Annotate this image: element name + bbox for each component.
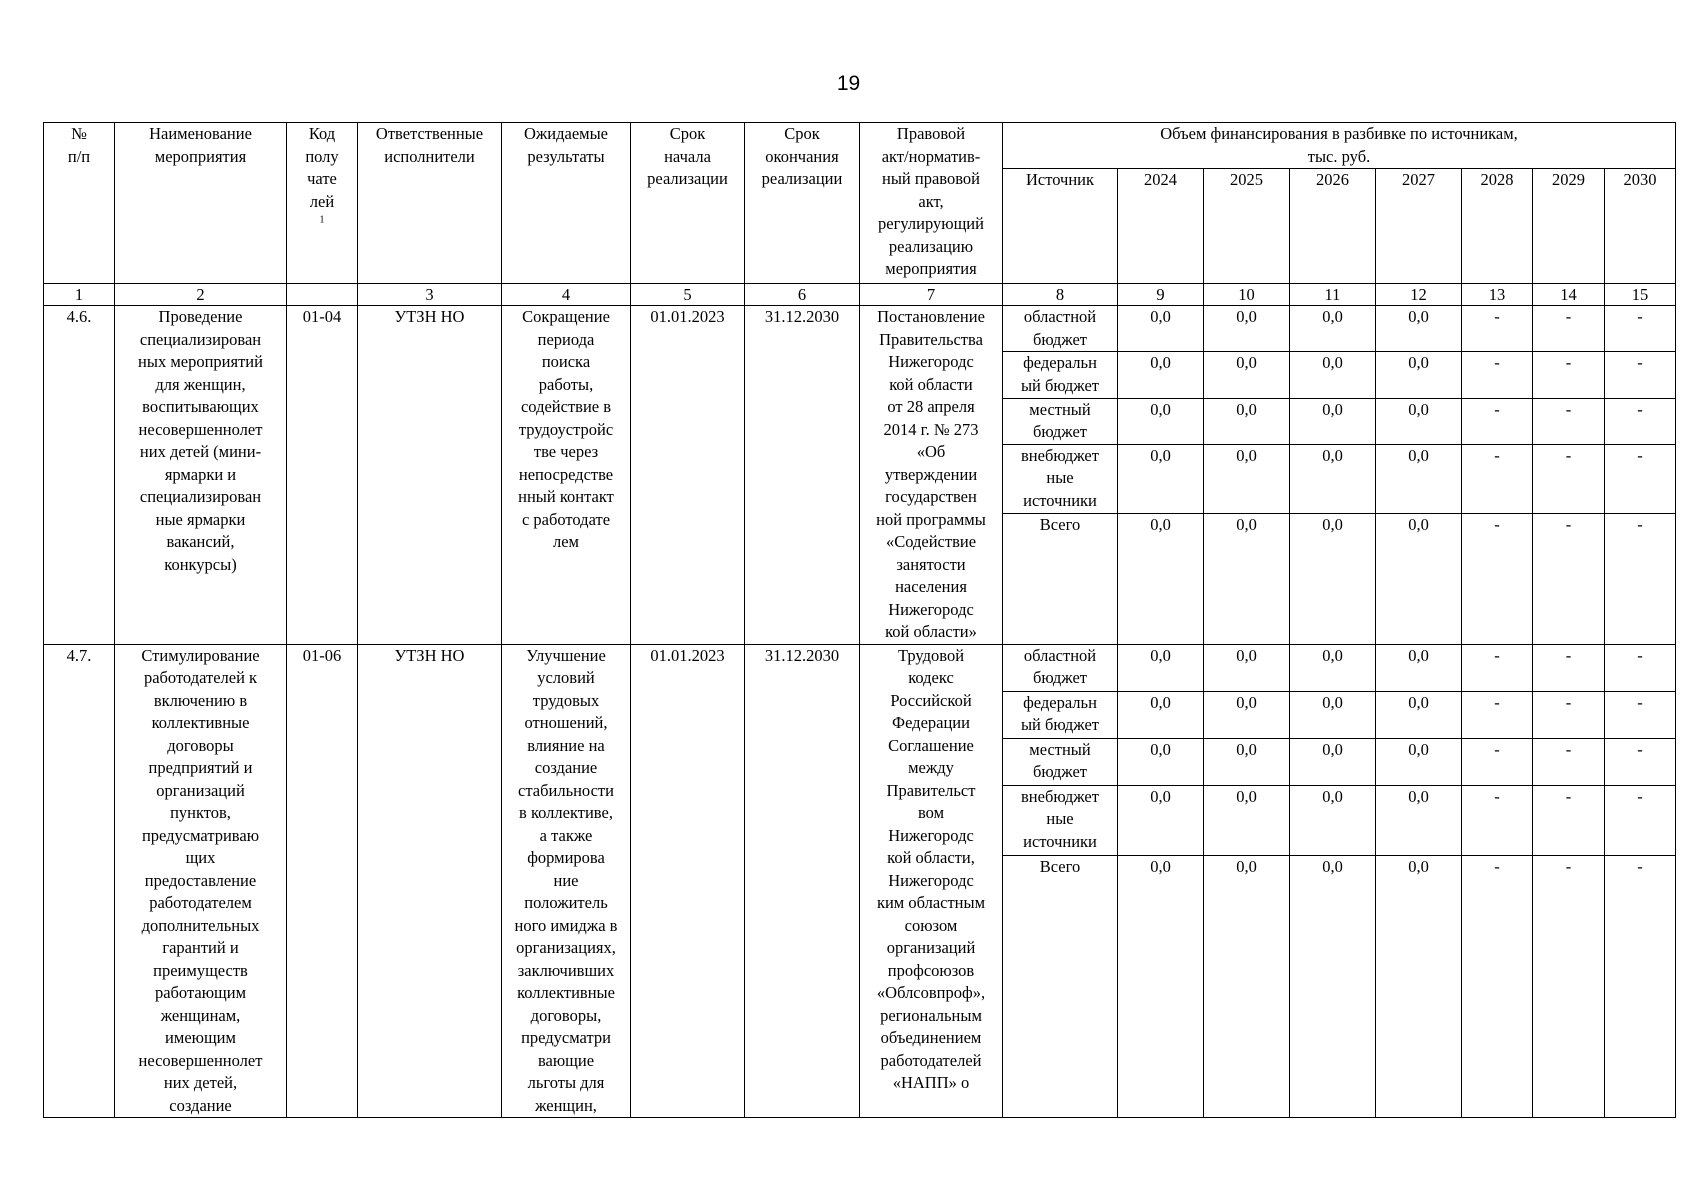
text-line: поиска xyxy=(541,352,591,371)
text-line: занятости xyxy=(896,554,966,574)
text-line: тве через xyxy=(533,442,599,461)
column-number: 12 xyxy=(1376,284,1462,306)
column-number: 7 xyxy=(860,284,1003,306)
text-line: организаций xyxy=(156,780,245,800)
funding-value: 0,0 xyxy=(1204,855,1290,1117)
funding-value: 0,0 xyxy=(1290,352,1376,398)
text-line: внебюджет xyxy=(1021,445,1099,465)
text-line: реализации xyxy=(761,169,843,188)
text-line: с работодате xyxy=(521,509,611,529)
funding-value: 0,0 xyxy=(1376,444,1462,513)
text-line: Трудовой xyxy=(897,645,965,665)
funding-value: 0,0 xyxy=(1118,444,1204,513)
item-number: 4.6. xyxy=(44,306,115,645)
text-line: кой области» xyxy=(885,622,977,641)
column-number: 4 xyxy=(502,284,631,306)
text-line: ярмарки и xyxy=(164,464,237,484)
text-line: организаций xyxy=(886,938,976,957)
funding-source xyxy=(1003,398,1118,444)
text-line: женщин, xyxy=(535,1095,597,1115)
text-line: льготы для xyxy=(527,1073,605,1092)
text-line: непосредстве xyxy=(518,464,614,484)
funding-source xyxy=(1003,513,1118,644)
text-line: Соглашение xyxy=(888,735,974,755)
funding-value: - xyxy=(1605,398,1676,444)
text-line: договоры, xyxy=(530,1005,602,1025)
column-number: 6 xyxy=(745,284,860,306)
funding-value: 0,0 xyxy=(1118,738,1204,785)
text-line: а также xyxy=(539,825,593,845)
column-number: 11 xyxy=(1290,284,1376,306)
funding-value: 0,0 xyxy=(1290,513,1376,644)
text-line: Проведение xyxy=(158,307,243,326)
text-line: Всего xyxy=(1039,856,1081,876)
text-line: дополнительных xyxy=(141,915,260,935)
text-line: трудоустройс xyxy=(518,419,614,439)
funding-value: - xyxy=(1533,644,1605,691)
header-source: Источник xyxy=(1003,169,1118,284)
text-line: бюджет xyxy=(1033,329,1087,349)
text-line: них детей, xyxy=(163,1073,238,1092)
text-line: Нижегородс xyxy=(888,599,974,619)
text-line: Нижегородс xyxy=(888,352,974,371)
funding-value: - xyxy=(1533,444,1605,513)
funding-value: - xyxy=(1533,513,1605,644)
funding-value: 0,0 xyxy=(1290,738,1376,785)
text-line: окончания xyxy=(765,146,839,166)
column-number: 15 xyxy=(1605,284,1676,306)
text-line: Нижегородс xyxy=(888,825,974,845)
text-line: ние xyxy=(553,870,579,890)
program-table xyxy=(43,122,1676,1118)
funding-value: - xyxy=(1533,855,1605,1117)
funding-value: 0,0 xyxy=(1290,691,1376,738)
funding-value: 0,0 xyxy=(1204,644,1290,691)
funding-value: 0,0 xyxy=(1290,644,1376,691)
text-line: ных мероприятий xyxy=(138,352,263,371)
text-line: пунктов, xyxy=(170,803,231,822)
funding-source xyxy=(1003,738,1118,785)
text-line: исполнители xyxy=(384,146,475,166)
header-year: 2030 xyxy=(1605,169,1676,284)
column-number: 9 xyxy=(1118,284,1204,306)
text-line: создание xyxy=(534,758,598,777)
text-line: создание xyxy=(169,1095,232,1115)
funding-source xyxy=(1003,306,1118,352)
text-line: специализирован xyxy=(139,487,262,506)
funding-value: 0,0 xyxy=(1118,855,1204,1117)
text-line: профсоюзов xyxy=(887,960,975,980)
text-line: ый бюджет xyxy=(1020,375,1100,395)
text-line: кой области xyxy=(889,374,973,394)
text-line: ый бюджет xyxy=(1020,715,1100,735)
funding-value: - xyxy=(1462,855,1533,1117)
text-line: конкурсы) xyxy=(164,554,237,574)
funding-value: 0,0 xyxy=(1118,398,1204,444)
text-line: 2014 г. № 273 xyxy=(883,419,979,439)
text-line: ного имиджа в xyxy=(514,915,618,935)
header-year: 2027 xyxy=(1376,169,1462,284)
item-end-date: 31.12.2030 xyxy=(745,306,860,645)
text-line: предоставление xyxy=(144,870,257,890)
funding-value: 0,0 xyxy=(1290,306,1376,352)
text-line: акт/норматив- xyxy=(881,146,981,166)
text-line: федеральн xyxy=(1023,692,1097,712)
funding-value: 0,0 xyxy=(1290,785,1376,855)
text-line: стабильности xyxy=(518,780,614,800)
text-line: положитель xyxy=(524,893,608,912)
text-line: «НАПП» о xyxy=(892,1073,970,1092)
funding-source xyxy=(1003,855,1118,1117)
text-line: воспитывающих xyxy=(142,397,259,416)
funding-value: - xyxy=(1462,644,1533,691)
funding-value: 0,0 xyxy=(1118,352,1204,398)
item-responsible: УТЗН НО xyxy=(358,644,502,1118)
funding-value: - xyxy=(1605,738,1676,785)
item-expected xyxy=(502,644,631,1118)
text-line: ные xyxy=(1046,468,1074,488)
funding-value: - xyxy=(1462,352,1533,398)
header-funding xyxy=(1003,123,1676,169)
text-line: регулирующий xyxy=(878,214,984,233)
funding-value: 0,0 xyxy=(1204,691,1290,738)
item-expected xyxy=(502,306,631,645)
text-line: Нижегородс xyxy=(888,870,974,890)
column-number: 13 xyxy=(1462,284,1533,306)
text-line: «Содействие xyxy=(885,532,977,551)
text-line: вающие xyxy=(537,1050,595,1070)
funding-value: 0,0 xyxy=(1376,855,1462,1117)
text-line: работодателей xyxy=(880,1050,982,1070)
text-line: несовершеннолет xyxy=(138,1050,263,1070)
funding-value: 0,0 xyxy=(1204,306,1290,352)
item-name xyxy=(115,306,287,645)
text-line: коллективные xyxy=(151,713,250,732)
text-line: утверждении xyxy=(884,464,978,484)
text-line: работодателем xyxy=(149,893,252,912)
funding-value: - xyxy=(1462,398,1533,444)
text-line: гарантий и xyxy=(162,938,239,957)
text-line: источники xyxy=(1023,831,1097,851)
funding-value: 0,0 xyxy=(1376,306,1462,352)
funding-value: - xyxy=(1462,306,1533,352)
header-year: 2024 xyxy=(1118,169,1204,284)
header-year: 2025 xyxy=(1204,169,1290,284)
text-line: Объем финансирования в разбивке по источникам, xyxy=(1160,124,1518,143)
column-number: 10 xyxy=(1204,284,1290,306)
header-code-footnote: 1 xyxy=(319,214,325,226)
text-line: отношений, xyxy=(524,713,608,732)
text-line: внебюджет xyxy=(1021,786,1099,806)
text-line: нный контакт xyxy=(518,487,614,506)
funding-value: - xyxy=(1533,738,1605,785)
text-line: чате xyxy=(307,169,337,188)
text-line: источники xyxy=(1023,490,1097,510)
funding-value: 0,0 xyxy=(1118,513,1204,644)
text-line: начала xyxy=(664,146,711,166)
header-num xyxy=(44,123,115,284)
text-line: предприятий и xyxy=(148,758,253,777)
text-line: Российской xyxy=(890,690,972,710)
funding-value: - xyxy=(1533,691,1605,738)
funding-value: - xyxy=(1605,306,1676,352)
text-line: областной xyxy=(1023,307,1097,326)
header-responsible xyxy=(358,123,502,284)
item-responsible: УТЗН НО xyxy=(358,306,502,645)
funding-value: 0,0 xyxy=(1204,398,1290,444)
text-line: Федерации xyxy=(892,713,970,732)
text-line: кодекс xyxy=(908,668,954,687)
funding-value: 0,0 xyxy=(1204,738,1290,785)
text-line: тыс. руб. xyxy=(1307,146,1371,166)
text-line: коллективные xyxy=(517,983,615,1002)
text-line: вакансий, xyxy=(166,532,235,551)
text-line: ные ярмарки xyxy=(155,509,246,529)
text-line: женщинам, xyxy=(160,1005,241,1025)
item-legal-act xyxy=(860,306,1003,645)
text-line: населения xyxy=(895,577,967,596)
funding-value: 0,0 xyxy=(1204,352,1290,398)
funding-value: - xyxy=(1605,644,1676,691)
text-line: щих xyxy=(185,848,216,867)
funding-value: 0,0 xyxy=(1118,691,1204,738)
header-legal xyxy=(860,123,1003,284)
item-number: 4.7. xyxy=(44,644,115,1118)
text-line: объединением xyxy=(880,1028,982,1047)
text-line: лем xyxy=(553,532,579,551)
funding-value: 0,0 xyxy=(1290,444,1376,513)
text-line: местный xyxy=(1029,399,1091,419)
text-line: федеральн xyxy=(1023,353,1097,373)
header-name xyxy=(115,123,287,284)
funding-value: - xyxy=(1533,398,1605,444)
text-line: реализацию xyxy=(888,236,974,256)
text-line: полу xyxy=(305,146,339,166)
header-end xyxy=(745,123,860,284)
item-code: 01-06 xyxy=(287,644,358,1118)
column-number-empty xyxy=(287,284,358,306)
header-year: 2028 xyxy=(1462,169,1533,284)
item-start-date: 01.01.2023 xyxy=(631,644,745,1118)
text-line: Постановление xyxy=(877,307,985,326)
text-line: «Об xyxy=(916,442,946,461)
text-line: Ответственные xyxy=(375,124,484,143)
text-line: ные xyxy=(1046,809,1074,829)
text-line: региональным xyxy=(880,1005,982,1025)
funding-value: 0,0 xyxy=(1118,306,1204,352)
text-line: местный xyxy=(1029,739,1091,759)
funding-value: - xyxy=(1605,352,1676,398)
column-number: 1 xyxy=(44,284,115,306)
text-line: работы, xyxy=(538,374,594,394)
text-line: них детей (мини- xyxy=(139,442,262,461)
funding-value: - xyxy=(1605,691,1676,738)
text-line: вом xyxy=(917,803,945,822)
text-line: специализирован xyxy=(139,329,262,349)
text-line: включению в xyxy=(153,690,248,710)
text-line: Сокращение xyxy=(522,307,610,326)
funding-source xyxy=(1003,444,1118,513)
funding-value: 0,0 xyxy=(1376,738,1462,785)
text-line: Наименование xyxy=(149,124,252,143)
text-line: мероприятия xyxy=(885,259,977,278)
text-line: преимуществ xyxy=(153,960,248,980)
text-line: кой области, xyxy=(887,848,975,867)
text-line: для женщин, xyxy=(155,374,246,394)
text-line: трудовых xyxy=(532,690,600,710)
funding-value: - xyxy=(1462,738,1533,785)
text-line: ким областным xyxy=(876,893,986,912)
page-number: 19 xyxy=(836,72,861,95)
text-line: предусматри xyxy=(521,1028,611,1047)
funding-value: - xyxy=(1605,785,1676,855)
text-line: бюджет xyxy=(1033,762,1087,782)
text-line: несовершеннолет xyxy=(138,419,263,439)
text-line: Правительст xyxy=(886,780,976,800)
item-legal-act xyxy=(860,644,1003,1118)
text-line: содействие в xyxy=(520,397,612,416)
column-number-row xyxy=(44,284,1676,306)
funding-value: - xyxy=(1533,785,1605,855)
text-line: результаты xyxy=(527,146,605,166)
text-line: областной xyxy=(1023,645,1097,665)
funding-value: - xyxy=(1533,306,1605,352)
item-name xyxy=(115,644,287,1118)
text-line: реализации xyxy=(647,169,728,188)
funding-value: - xyxy=(1462,691,1533,738)
funding-value: 0,0 xyxy=(1376,352,1462,398)
header-year: 2026 xyxy=(1290,169,1376,284)
funding-value: 0,0 xyxy=(1118,644,1204,691)
text-line: акт, xyxy=(918,191,944,211)
text-line: № xyxy=(71,124,87,143)
funding-source xyxy=(1003,785,1118,855)
column-number: 2 xyxy=(115,284,287,306)
text-line: организациях, xyxy=(516,938,616,957)
funding-source xyxy=(1003,691,1118,738)
header-expected xyxy=(502,123,631,284)
column-number: 5 xyxy=(631,284,745,306)
funding-row xyxy=(44,644,1676,691)
funding-value: 0,0 xyxy=(1376,644,1462,691)
column-number: 14 xyxy=(1533,284,1605,306)
text-line: Стимулирование xyxy=(141,645,260,665)
text-line: заключивших xyxy=(517,960,615,980)
header-row xyxy=(44,123,1676,169)
header-start xyxy=(631,123,745,284)
funding-value: 0,0 xyxy=(1290,855,1376,1117)
funding-value: 0,0 xyxy=(1204,444,1290,513)
funding-value: - xyxy=(1462,785,1533,855)
header-year: 2029 xyxy=(1533,169,1605,284)
text-line: формирова xyxy=(527,848,605,867)
text-line: договоры xyxy=(167,735,234,755)
text-line: Правовой xyxy=(896,124,966,143)
text-line: Улучшение xyxy=(526,645,606,665)
column-number: 3 xyxy=(358,284,502,306)
text-line: союзом xyxy=(904,915,958,935)
funding-source xyxy=(1003,644,1118,691)
funding-value: 0,0 xyxy=(1204,513,1290,644)
funding-value: 0,0 xyxy=(1376,691,1462,738)
funding-value: 0,0 xyxy=(1376,785,1462,855)
text-line: в коллективе, xyxy=(519,803,613,822)
text-line: предусматриваю xyxy=(141,825,260,845)
funding-value: 0,0 xyxy=(1376,398,1462,444)
funding-value: - xyxy=(1605,855,1676,1117)
funding-value: - xyxy=(1605,513,1676,644)
text-line: условий xyxy=(537,668,595,687)
column-number: 8 xyxy=(1003,284,1118,306)
text-line: «Облсовпроф», xyxy=(876,983,986,1002)
text-line: влияние на xyxy=(527,735,605,755)
funding-value: 0,0 xyxy=(1204,785,1290,855)
text-line: между xyxy=(908,758,954,777)
text-line: п/п xyxy=(67,146,91,166)
item-end-date: 31.12.2030 xyxy=(745,644,860,1118)
funding-value: - xyxy=(1462,444,1533,513)
funding-row xyxy=(44,306,1676,352)
text-line: ной программы xyxy=(876,509,986,529)
funding-value: - xyxy=(1605,444,1676,513)
text-line: имеющим xyxy=(165,1028,236,1047)
item-start-date: 01.01.2023 xyxy=(631,306,745,645)
text-line: Всего xyxy=(1039,514,1081,534)
funding-value: - xyxy=(1462,513,1533,644)
text-line: мероприятия xyxy=(154,146,247,166)
funding-value: 0,0 xyxy=(1290,398,1376,444)
item-code: 01-04 xyxy=(287,306,358,645)
text-line: периода xyxy=(537,329,595,349)
text-line: Код xyxy=(308,124,336,143)
text-line: работающим xyxy=(154,983,247,1002)
text-line: работодателей к xyxy=(143,668,258,687)
text-line: Срок xyxy=(784,124,820,143)
funding-value: 0,0 xyxy=(1118,785,1204,855)
text-line: бюджет xyxy=(1033,668,1087,687)
header-code xyxy=(287,123,358,284)
text-line: Правительства xyxy=(879,329,983,349)
text-line: Срок xyxy=(669,124,706,143)
text-line: лей xyxy=(309,191,335,211)
text-line: бюджет xyxy=(1033,422,1087,442)
text-line: государствен xyxy=(885,487,977,506)
text-line: Ожидаемые xyxy=(523,124,609,143)
funding-value: 0,0 xyxy=(1376,513,1462,644)
funding-source xyxy=(1003,352,1118,398)
funding-value: - xyxy=(1533,352,1605,398)
text-line: от 28 апреля xyxy=(887,397,975,416)
text-line: ный правовой xyxy=(882,169,980,188)
